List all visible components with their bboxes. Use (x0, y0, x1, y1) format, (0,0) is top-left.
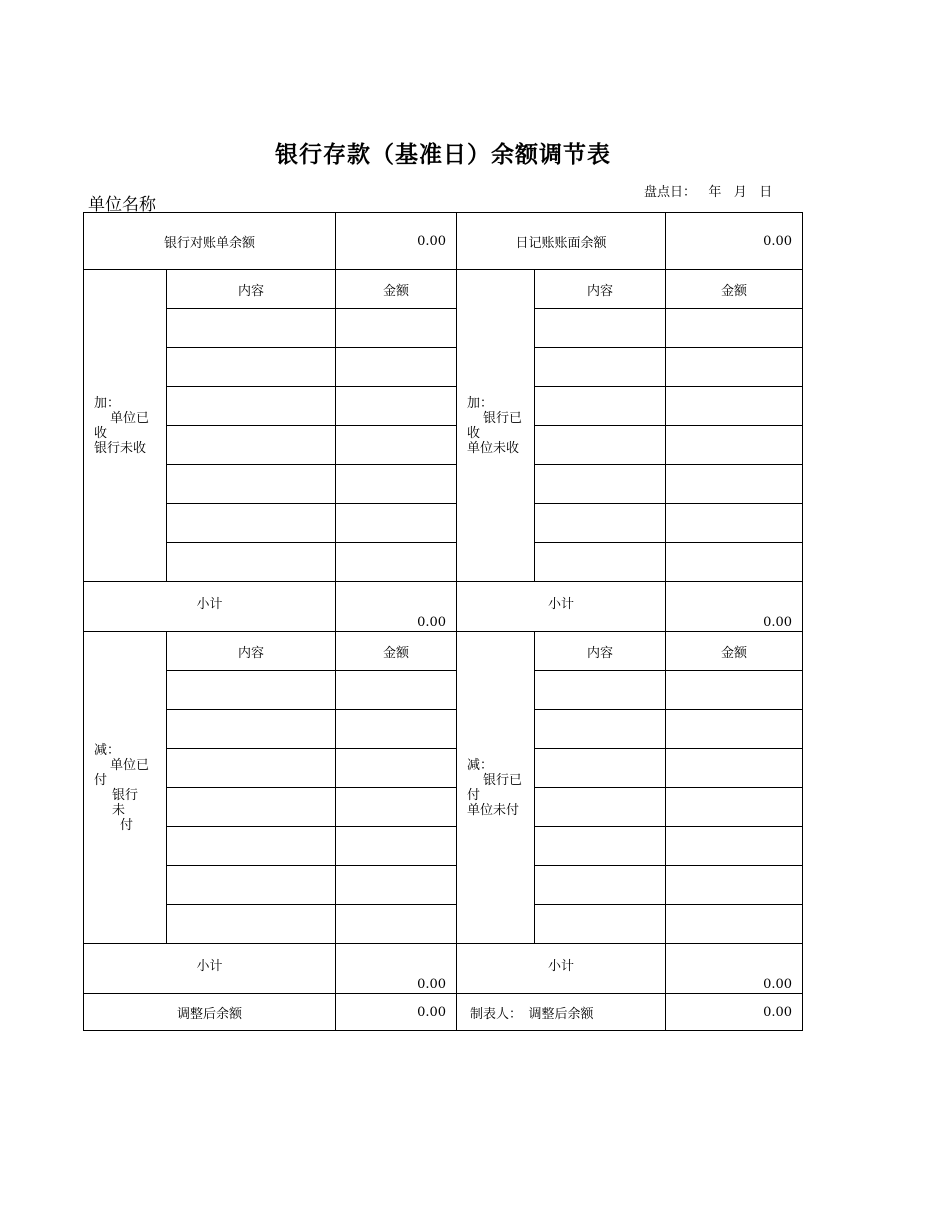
table-row (84, 905, 803, 944)
column-header-amount: 金额 (666, 270, 803, 309)
add-subtotal-row (84, 582, 803, 632)
table-row (84, 543, 803, 582)
adjusted-balance-right: 0.00 (666, 994, 803, 1031)
column-header-amount: 金额 (336, 270, 457, 309)
amount-cell[interactable] (336, 543, 457, 582)
unit-name-label: 单位名称 (88, 195, 156, 215)
bank-balance-label: 银行对账单余额 (84, 213, 336, 270)
amount-cell[interactable] (666, 348, 803, 387)
adjusted-balance-row (84, 994, 803, 1031)
content-cell[interactable] (535, 671, 666, 710)
book-balance-label: 日记账账面余额 (457, 213, 666, 270)
amount-cell[interactable] (336, 671, 457, 710)
content-cell[interactable] (167, 465, 336, 504)
column-header-content: 内容 (535, 270, 666, 309)
amount-cell[interactable] (336, 387, 457, 426)
amount-cell[interactable] (336, 749, 457, 788)
table-row (84, 710, 803, 749)
prepared-by-label: 制表人： (470, 1007, 523, 1022)
content-cell[interactable] (167, 504, 336, 543)
sub-left-subtotal: 0.00 (336, 944, 457, 994)
table-row (84, 465, 803, 504)
table-row (84, 387, 803, 426)
sub-left-label: 减： 单位已 付 银行未 付 (84, 632, 167, 944)
content-cell[interactable] (535, 309, 666, 348)
content-cell[interactable] (167, 827, 336, 866)
content-cell[interactable] (535, 710, 666, 749)
content-cell[interactable] (535, 749, 666, 788)
column-header-amount: 金额 (336, 632, 457, 671)
amount-cell[interactable] (666, 905, 803, 944)
content-cell[interactable] (535, 426, 666, 465)
content-cell[interactable] (535, 387, 666, 426)
content-cell[interactable] (535, 827, 666, 866)
subtotal-label: 小计 (84, 582, 336, 632)
add-left-subtotal: 0.00 (336, 582, 457, 632)
content-cell[interactable] (167, 309, 336, 348)
content-cell[interactable] (167, 543, 336, 582)
amount-cell[interactable] (666, 543, 803, 582)
content-cell[interactable] (167, 905, 336, 944)
table-row (84, 309, 803, 348)
table-row (84, 866, 803, 905)
add-left-label: 加： 单位已 收 银行未收 (84, 270, 167, 582)
content-cell[interactable] (167, 866, 336, 905)
amount-cell[interactable] (666, 465, 803, 504)
amount-cell[interactable] (336, 348, 457, 387)
subtotal-label: 小计 (457, 944, 666, 994)
amount-cell[interactable] (336, 426, 457, 465)
bank-balance-value[interactable]: 0.00 (336, 213, 457, 270)
column-header-content: 内容 (167, 270, 336, 309)
table-row (84, 671, 803, 710)
amount-cell[interactable] (666, 749, 803, 788)
sub-header-row (84, 632, 803, 671)
add-header-row (84, 270, 803, 309)
table-row (84, 348, 803, 387)
amount-cell[interactable] (336, 465, 457, 504)
content-cell[interactable] (167, 387, 336, 426)
subtotal-label: 小计 (457, 582, 666, 632)
content-cell[interactable] (167, 788, 336, 827)
content-cell[interactable] (167, 671, 336, 710)
add-right-label: 加： 银行已 收 单位未收 (457, 270, 535, 582)
table-row (84, 426, 803, 465)
amount-cell[interactable] (666, 827, 803, 866)
amount-cell[interactable] (666, 504, 803, 543)
sub-right-subtotal: 0.00 (666, 944, 803, 994)
column-header-amount: 金额 (666, 632, 803, 671)
adjusted-balance-left: 0.00 (336, 994, 457, 1031)
amount-cell[interactable] (336, 504, 457, 543)
amount-cell[interactable] (336, 827, 457, 866)
amount-cell[interactable] (336, 710, 457, 749)
content-cell[interactable] (167, 348, 336, 387)
subtotal-label: 小计 (84, 944, 336, 994)
table-row (84, 827, 803, 866)
table-row (84, 504, 803, 543)
content-cell[interactable] (535, 504, 666, 543)
amount-cell[interactable] (666, 387, 803, 426)
amount-cell[interactable] (336, 788, 457, 827)
reconciliation-table (83, 212, 803, 1031)
content-cell[interactable] (535, 866, 666, 905)
table-row (84, 788, 803, 827)
amount-cell[interactable] (666, 426, 803, 465)
adjusted-balance-label: 调整后余额 (457, 994, 666, 1031)
amount-cell[interactable] (336, 866, 457, 905)
amount-cell[interactable] (666, 866, 803, 905)
page-title: 银行存款（基准日）余额调节表 (275, 141, 611, 168)
content-cell[interactable] (535, 788, 666, 827)
content-cell[interactable] (167, 749, 336, 788)
sub-right-label: 减： 银行已 付 单位未付 (457, 632, 535, 944)
book-balance-value[interactable]: 0.00 (666, 213, 803, 270)
amount-cell[interactable] (666, 309, 803, 348)
amount-cell[interactable] (666, 671, 803, 710)
amount-cell[interactable] (666, 788, 803, 827)
table-row (84, 749, 803, 788)
amount-cell[interactable] (336, 309, 457, 348)
amount-cell[interactable] (666, 710, 803, 749)
content-cell[interactable] (535, 905, 666, 944)
balance-row (84, 213, 803, 270)
content-cell[interactable] (535, 465, 666, 504)
column-header-content: 内容 (535, 632, 666, 671)
content-cell[interactable] (535, 348, 666, 387)
adjusted-balance-label: 调整后余额 (84, 994, 336, 1031)
content-cell[interactable] (167, 426, 336, 465)
column-header-content: 内容 (167, 632, 336, 671)
count-date-label: 盘点日： 年 月 日 (644, 185, 773, 200)
content-cell[interactable] (535, 543, 666, 582)
amount-cell[interactable] (336, 905, 457, 944)
add-right-subtotal: 0.00 (666, 582, 803, 632)
sub-subtotal-row (84, 944, 803, 994)
content-cell[interactable] (167, 710, 336, 749)
